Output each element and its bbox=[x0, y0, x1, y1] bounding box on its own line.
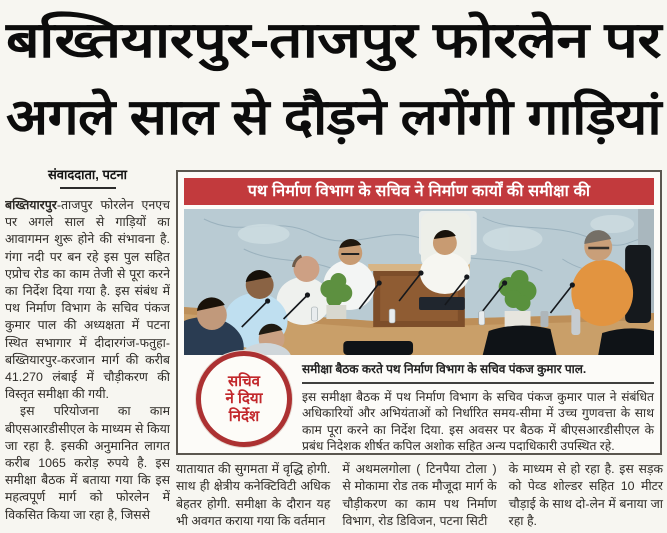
headline-text-1: बख्तियारपुर-ताजपुर फोरलेन पर bbox=[6, 12, 661, 68]
photo-panel-texts bbox=[302, 359, 654, 454]
badge-text-line2: ने दिया bbox=[225, 390, 263, 408]
headline-line-2 bbox=[6, 79, 661, 156]
byline-divider bbox=[60, 187, 116, 189]
bottom-column-3: के माध्यम से हो रहा है. इस सड़क को पेव्ड शोल्डर सहित 10 मीटर चौड़ाई के साथ दो-लेन में बनाया जा रहा है. bbox=[508, 462, 663, 529]
badge-text-line1: सचिव bbox=[228, 372, 260, 390]
photo-panel bbox=[176, 170, 662, 455]
article-paragraph-1 bbox=[5, 197, 170, 403]
article-left-column bbox=[5, 165, 170, 533]
dateline: बख्तियारपुर bbox=[5, 198, 57, 212]
meeting-photo bbox=[184, 209, 654, 355]
meeting-photo-illustration bbox=[184, 209, 654, 355]
photo-panel-header: पथ निर्माण विभाग के सचिव ने निर्माण कार्यों की समीक्षा की bbox=[184, 178, 654, 205]
paragraph-1-text: -ताजपुर फोरलेन एनएच पर अगले साल से गाड़ियों का आवागमन शुरू होने की संभावना है. गंगा नदी पर बन रहे इस पुल सहित एप्रोच रोड का काम तेजी से पूरा करने का निर्देश दिया गया है. इस संबंध में पथ निर्माण विभाग के सचिव पंकज कुमार पाल की अध्यक्षता में पटना स्थित सभागार में दीदारगंज-फतुहा-बख्तियारपुर-करजान मार्ग की करीब 41.270 लंबाई में चौड़ीकरण की विस्तृत समीक्षा की गयी. bbox=[5, 198, 170, 402]
byline: संवाददाता, पटना bbox=[47, 167, 128, 182]
photo-caption: समीक्षा बैठक करते पथ निर्माण विभाग के सचिव पंकज कुमार पाल. bbox=[302, 362, 587, 376]
headline-line-1 bbox=[6, 2, 661, 79]
article-paragraph-2: इस परियोजना का काम बीएसआरडीसीएल के माध्यम से किया जा रहा है. इसकी अनुमानित लागत करीब 1065 करोड़ रुपये है. इस समीक्षा बैठक में बताया गया कि इस महत्वपूर्ण मार्ग को फोरलेन में विकसित किया जा रहा है, जिससे bbox=[5, 404, 170, 522]
headline bbox=[6, 2, 661, 156]
badge-text-line3: निर्देश bbox=[228, 407, 260, 425]
caption-divider bbox=[302, 382, 654, 384]
panel-paragraph: इस समीक्षा बैठक में पथ निर्माण विभाग के सचिव पंकज कुमार पाल ने संबंधित अधिकारियों और अभियंताओं को निर्धारित समय-सीमा में उच्च गुणवत्ता के साथ काम पूरा करने का निर्देश दिया. इस अवसर पर बैठक में बीएसआरडीसीएल के प्रबंध निदेशक शीर्षत कपिल अशोक सहित अन्य पदाधिकारी उपस्थित रहे. bbox=[302, 390, 654, 453]
highlight-badge bbox=[196, 351, 292, 447]
photo-panel-lower bbox=[184, 359, 654, 451]
bottom-column-1: यातायात की सुगमता में वृद्धि होगी. साथ ही क्षेत्रीय कनेक्टिविटी अधिक बेहतर होगी. समीक्षा के दौरान यह भी अवगत कराया गया कि वर्तमान bbox=[176, 462, 331, 529]
headline-text-2: अगले साल से दौड़ने लगेंगी गाड़ियां bbox=[6, 89, 662, 145]
bottom-columns bbox=[176, 461, 663, 531]
bottom-column-2: में अथमलगोला ( टिनपैया टोला ) से मोकामा रोड तक मौजूदा मार्ग के चौड़ीकरण का काम पथ निर्माण विभाग, रोड डिविजन, पटना सिटी bbox=[342, 462, 497, 529]
